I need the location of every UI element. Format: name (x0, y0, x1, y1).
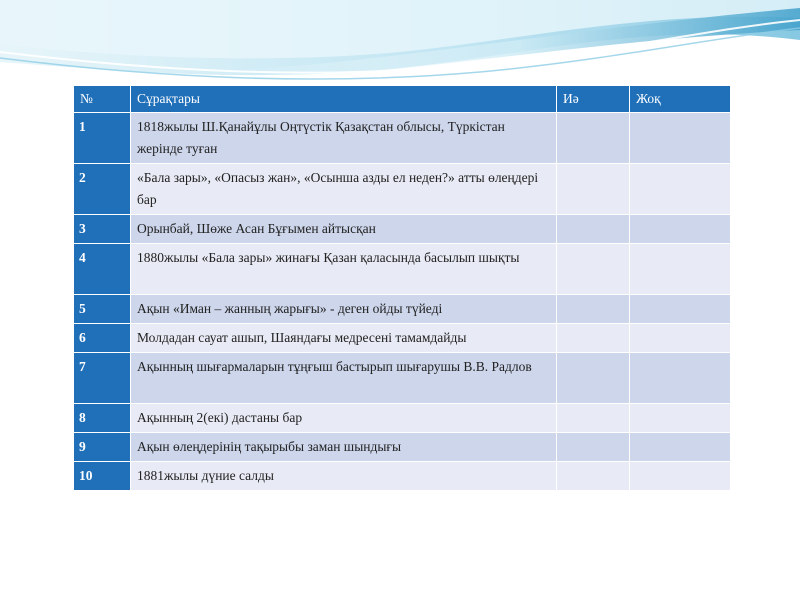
row-number: 5 (74, 295, 131, 324)
no-cell[interactable] (630, 113, 731, 164)
no-cell[interactable] (630, 433, 731, 462)
table-row (74, 404, 731, 433)
yes-cell[interactable] (557, 295, 630, 324)
row-number: 9 (74, 433, 131, 462)
yes-cell[interactable] (557, 324, 630, 353)
table-row (74, 295, 731, 324)
table-row (74, 324, 731, 353)
row-question: Ақынның шығармаларын тұңғыш бастырып шығарушы В.В. Радлов (131, 353, 557, 404)
row-number: 2 (74, 164, 131, 215)
header-no: Жоқ (630, 86, 731, 113)
row-question: 1818жылы Ш.Қанайұлы Оңтүстік Қазақстан облысы, Түркістан жерінде туған (131, 113, 557, 164)
no-cell[interactable] (630, 404, 731, 433)
header-questions: Сұрақтары (131, 86, 557, 113)
header-yes: Иә (557, 86, 630, 113)
no-cell[interactable] (630, 164, 731, 215)
row-question: 1880жылы «Бала зары» жинағы Қазан қаласында басылып шықты (131, 244, 557, 295)
no-cell[interactable] (630, 353, 731, 404)
row-question: 1881жылы дүние салды (131, 462, 557, 491)
row-question: Ақынның 2(екі) дастаны бар (131, 404, 557, 433)
yes-cell[interactable] (557, 404, 630, 433)
table-row (74, 215, 731, 244)
yes-cell[interactable] (557, 244, 630, 295)
row-question: Орынбай, Шөже Асан Бұғымен айтысқан (131, 215, 557, 244)
no-cell[interactable] (630, 324, 731, 353)
header-number: № (74, 86, 131, 113)
table-header-row (74, 86, 731, 113)
table-row (74, 164, 731, 215)
no-cell[interactable] (630, 244, 731, 295)
row-number: 1 (74, 113, 131, 164)
row-number: 10 (74, 462, 131, 491)
questions-table (73, 85, 731, 491)
row-number: 4 (74, 244, 131, 295)
yes-cell[interactable] (557, 215, 630, 244)
yes-cell[interactable] (557, 353, 630, 404)
row-question: Молдадан сауат ашып, Шаяндағы медресені тамамдайды (131, 324, 557, 353)
no-cell[interactable] (630, 215, 731, 244)
no-cell[interactable] (630, 295, 731, 324)
table-row (74, 433, 731, 462)
yes-cell[interactable] (557, 433, 630, 462)
row-number: 8 (74, 404, 131, 433)
row-question: Ақын өлеңдерінің тақырыбы заман шындығы (131, 433, 557, 462)
yes-cell[interactable] (557, 462, 630, 491)
row-question: «Бала зары», «Опасыз жан», «Осынша азды ел неден?» атты өлеңдері бар (131, 164, 557, 215)
yes-cell[interactable] (557, 113, 630, 164)
table-row (74, 353, 731, 404)
row-question: Ақын «Иман – жанның жарығы» - деген ойды түйеді (131, 295, 557, 324)
row-number: 6 (74, 324, 131, 353)
row-number: 7 (74, 353, 131, 404)
yes-cell[interactable] (557, 164, 630, 215)
no-cell[interactable] (630, 462, 731, 491)
table-row (74, 113, 731, 164)
table-row (74, 244, 731, 295)
table-row (74, 462, 731, 491)
row-number: 3 (74, 215, 131, 244)
